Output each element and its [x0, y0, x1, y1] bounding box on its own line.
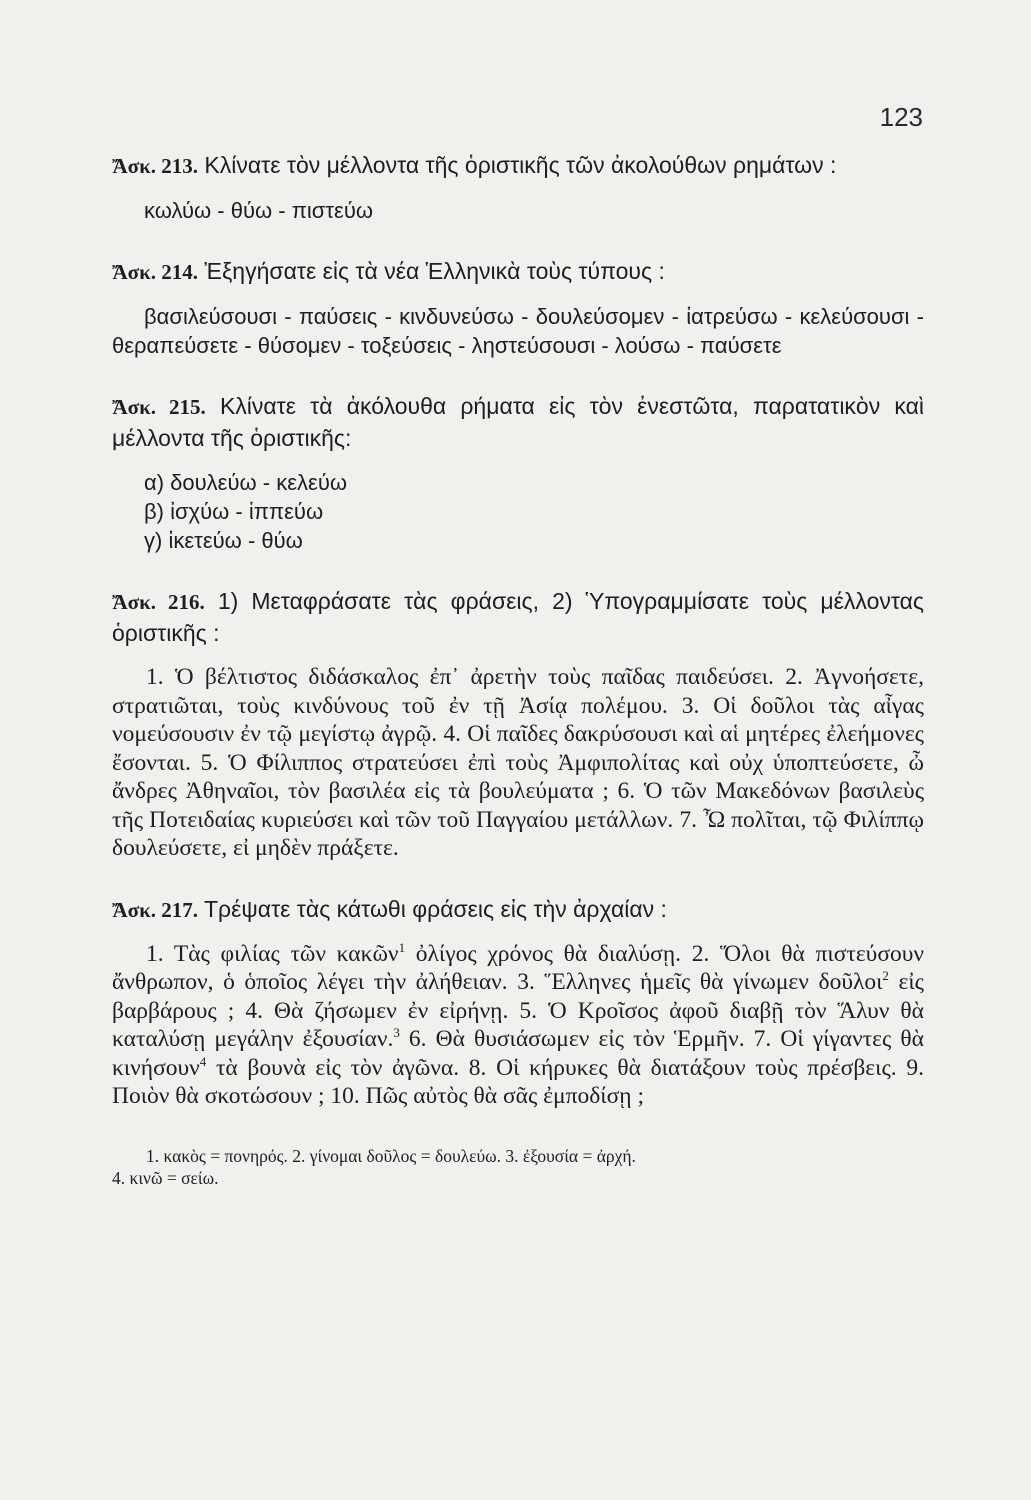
exercise-heading — [112, 391, 924, 454]
exercise-instruction: Τρέψατε τὰς κάτωθι φράσεις εἰς τὴν ἀρχαίαν : — [204, 895, 667, 922]
footnote-ref: 4 — [199, 1053, 207, 1069]
exercise-body: βασιλεύσουσι - παύσεις - κινδυνεύσω - δουλεύσομεν - ἰατρεύσω - κελεύσουσι - θεραπεύσετε - θύσομεν - τοξεύσεις - ληστεύσουσι - λούσω - παύσετε — [112, 304, 924, 358]
footnote-ref: 2 — [882, 968, 889, 984]
sentence-text: εἰς βαρβάρους ; 4. Θὰ ζήσωμεν ἐν εἰρήνῃ. 5. Ὁ Κροῖσος ἀφοῦ διαβῇ τὸν Ἅλυν θὰ καταλύσῃ μεγάλην ἐξουσίαν. — [112, 969, 924, 1052]
footnote-line: 4. κινῶ = σείω. — [112, 1167, 219, 1188]
page-number: 123 — [879, 102, 923, 132]
exercise-body: κωλύω - θύω - πιστεύω — [144, 198, 374, 223]
exercise-heading — [112, 256, 924, 288]
verb-list — [144, 468, 924, 555]
list-item: α) δουλεύω - κελεύω — [144, 470, 348, 495]
list-item: β) ἰσχύω - ἱππεύω — [144, 499, 324, 524]
exercise-label: Ἄσκ. 214. — [112, 260, 199, 284]
footnotes — [112, 1145, 924, 1189]
exercise-215 — [112, 391, 924, 555]
exercise-label: Ἄσκ. 216. — [112, 590, 205, 614]
footnote-line: 1. κακὸς = πονηρός. 2. γίνομαι δοῦλος = δουλεύω. 3. ἐξουσία = ἀρχή. — [146, 1145, 636, 1166]
sentence-text: 1. Τὰς φιλίας τῶν κακῶν — [146, 940, 399, 967]
sentence-text: 6. Θὰ θυσιάσωμεν εἰς τὸν Ἑρμῆν. 7. Οἱ γίγαντες θὰ κινήσουν — [112, 1026, 924, 1081]
list-item: γ) ἱκετεύω - θύω — [144, 528, 303, 553]
footnote-ref: 3 — [393, 1025, 400, 1041]
exercise-217 — [112, 894, 924, 1111]
exercise-instruction: Κλίνατε τὸν μέλλοντα τῆς ὁριστικῆς τῶν ἀκολούθων ρημάτων : — [204, 152, 837, 178]
exercise-heading — [112, 894, 924, 926]
exercise-214 — [112, 256, 924, 360]
exercise-216 — [112, 586, 924, 863]
sentence-text: ὀλίγος χρόνος θὰ διαλύσῃ. 2. Ὅλοι θὰ πιστεύσουν ἄνθρωπον, ὁ ὁποῖος λέγει τὴν ἀλήθειαν. 3. Ἕλληνες ἡμεῖς θὰ γίνωμεν δοῦλοι — [112, 940, 924, 995]
exercise-instruction: Κλίνατε τὰ ἀκόλουθα ρήματα εἰς τὸν ἐνεστῶτα, παρατατικὸν καὶ μέλλοντα τῆς ὁριστικῆς: — [112, 393, 924, 451]
exercise-213 — [112, 150, 924, 225]
page-content — [112, 150, 924, 1189]
footnote-ref: 1 — [398, 939, 406, 955]
exercise-label: Ἄσκ. 213. — [112, 154, 199, 178]
exercise-label: Ἄσκ. 215. — [112, 395, 206, 419]
exercise-heading — [112, 586, 924, 649]
exercise-instruction: Ἐξηγήσατε εἰς τὰ νέα Ἑλληνικὰ τοὺς τύπους : — [204, 258, 665, 284]
exercise-sentences — [112, 940, 924, 1111]
sentence-text: τὰ βουνὰ εἰς τὸν ἀγῶνα. 8. Οἱ κήρυκες θὰ διατάξουν τοὺς πρέσβεις. 9. Ποιὸν θὰ σκοτώσουν ; 10. Πῶς αὐτὸς θὰ σᾶς ἐμποδίσῃ ; — [112, 1054, 924, 1109]
exercise-instruction: 1) Μεταφράσατε τὰς φράσεις, 2) Ὑπογραμμίσατε τοὺς μέλλοντας ὁριστικῆς : — [112, 588, 925, 646]
exercise-sentences: 1. Ὁ βέλτιστος διδάσκαλος ἐπ᾽ ἀρετὴν τοὺς παῖδας παιδεύσει. 2. Ἀγνοήσετε, στρατιῶται, τοὺς κινδύνους τοῦ ἐν τῇ Ἀσίᾳ πολέμου. 3. Οἱ δοῦλοι τὰς αἶγας νομεύσουσιν ἐν τῷ μεγίστῳ ἀγρῷ. 4. Οἱ παῖδες δακρύσουσι καὶ αἱ μητέρες ἐλεήμονες ἔσονται. 5. Ὁ Φίλιππος στρατεύσει ἐπὶ τοὺς Ἀμφιπολίτας καὶ οὐχ ὑποπτεύσετε, ὦ ἄνδρες Ἀθηναῖοι, τὸν βασιλέα εἰς τὰ βουλεύματα ; 6. Ὁ τῶν Μακεδόνων βασιλεὺς τῆς Ποτειδαίας κυριεύσει καὶ τῶν τοῦ Παγγαίου μετάλλων. 7. Ὦ πολῖται, τῷ Φιλίππῳ δουλεύσετε, εἰ μηδὲν πράξετε. — [112, 664, 924, 861]
exercise-heading — [112, 150, 924, 182]
exercise-label: Ἄσκ. 217. — [112, 897, 199, 922]
